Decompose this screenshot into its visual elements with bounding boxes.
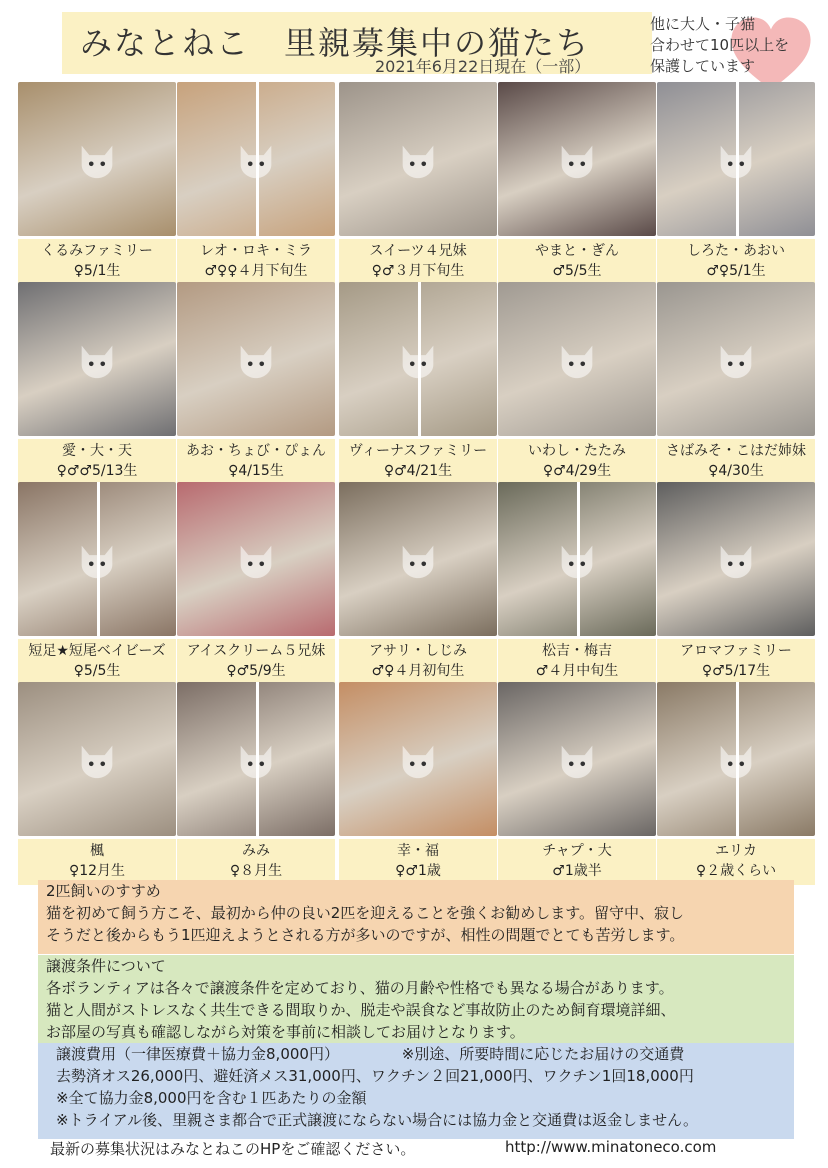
website-link[interactable]: http://www.minatoneco.com [505,1138,717,1156]
cat-name: 愛・大・天 [62,443,132,459]
cat-birth-info: ♀♂5/17生 [701,663,771,679]
cat-caption [498,239,656,285]
cat-icon [74,136,120,182]
cat-birth-info: ♀♂３月下旬生 [371,263,465,279]
cat-photo [177,282,335,436]
tips-box [38,880,794,954]
cat-birth-info: ♀5/5生 [73,663,121,679]
cat-caption [339,839,497,885]
cat-photo [498,82,656,236]
conditions-line: 猫と人間がストレスなく共生できる間取りか、脱走や誤食など事故防止のため飼育環境詳細、 [46,1001,676,1019]
cat-caption [177,639,335,685]
cat-birth-info: ♀２歳くらい [695,863,777,879]
cat-caption [498,439,656,485]
cat-name: エリカ [715,843,757,859]
cat-photo [177,682,335,836]
cat-icon [554,536,600,582]
cat-name: 松吉・梅吉 [542,643,612,659]
cat-name: やまと・ぎん [535,243,619,259]
cat-caption [18,639,176,685]
cat-caption [657,839,815,885]
cat-photo [18,482,176,636]
cat-photo [657,482,815,636]
cat-name: 幸・福 [397,843,439,859]
cat-name: いわし・たたみ [528,443,626,459]
cat-caption [18,439,176,485]
cat-icon [74,536,120,582]
cat-caption [177,439,335,485]
cat-birth-info: ♀８月生 [229,863,283,879]
cat-caption [177,239,335,285]
cat-caption [177,839,335,885]
cat-photo [498,282,656,436]
conditions-heading: 譲渡条件について [46,957,166,975]
cat-icon [713,536,759,582]
cat-icon [554,136,600,182]
cat-caption [657,639,815,685]
page-title: みなとねこ 里親募集中の猫たち [80,24,591,62]
conditions-line: 各ボランティアは各々で譲渡条件を定めており、猫の月齢や性格でも異なる場合があります。 [46,979,674,997]
cat-icon [233,336,279,382]
cat-birth-info: ♂４月中旬生 [535,663,619,679]
cat-caption [18,239,176,285]
cat-icon [395,536,441,582]
cat-photo [657,682,815,836]
fees-note: ※別途、所要時間に応じたお届けの交通費 [401,1045,685,1063]
cat-icon [554,736,600,782]
cat-birth-info: ♀5/1生 [73,263,121,279]
note-line: 合わせて10匹以上を [650,36,790,54]
cat-birth-info: ♀♂♂5/13生 [56,463,138,479]
cat-name: しろた・あおい [687,243,785,259]
fees-heading-row [38,1043,794,1065]
cat-photo [498,682,656,836]
cat-icon [74,336,120,382]
cat-name: レオ・ロキ・ミラ [200,243,312,259]
cat-birth-info: ♂♀４月初旬生 [371,663,465,679]
cat-icon [713,136,759,182]
cat-name: 短足★短尾ベイビーズ [28,643,166,659]
cat-photo [339,282,497,436]
tips-line: 猫を初めて飼う方こそ、最初から仲の良い2匹を迎えることを強くお勧めします。留守中、寂し [46,904,685,922]
cat-photo [177,82,335,236]
cat-caption [339,639,497,685]
cat-name: 楓 [90,843,104,859]
cat-name: チャプ・大 [542,843,612,859]
fees-heading: 譲渡費用（一律医療費＋協力金8,000円） [56,1045,339,1063]
protection-note [650,14,789,77]
cat-birth-info: ♀♂5/9生 [226,663,286,679]
cat-name: あお・ちょび・ぴょん [186,443,326,459]
cat-birth-info: ♀12月生 [68,863,126,879]
fees-line: ※トライアル後、里親さま都合で正式譲渡にならない場合には協力金と交通費は返金しません。 [56,1111,698,1129]
cat-icon [74,736,120,782]
cat-icon [554,336,600,382]
cat-icon [395,136,441,182]
cat-name: アサリ・しじみ [369,643,467,659]
cat-icon [395,336,441,382]
cat-birth-info: ♂1歳半 [552,863,602,879]
cat-photo [18,282,176,436]
cat-name: スイーツ４兄妹 [369,243,467,259]
cat-name: さばみそ・こはだ姉妹 [666,443,806,459]
date-label: 2021年6月22日現在（一部） [375,57,591,76]
cat-icon [233,736,279,782]
cat-photo [657,82,815,236]
cat-photo [498,482,656,636]
cat-caption [339,239,497,285]
fees-box [38,1043,794,1139]
cat-icon [233,136,279,182]
cat-photo [339,682,497,836]
cat-icon [713,736,759,782]
cat-photo [339,82,497,236]
cat-photo [18,682,176,836]
fees-line: 去勢済オス26,000円、避妊済メス31,000円、ワクチン２回21,000円、ワクチン1回18,000円 [56,1067,694,1085]
tips-line: そうだと後からもう1匹迎えようとされる方が多いのですが、相性の問題でとても苦労します。 [46,926,685,944]
cat-name: みみ [242,843,270,859]
cat-name: くるみファミリー [41,243,153,259]
cat-birth-info: ♂♀♀４月下旬生 [204,263,308,279]
cat-name: ヴィーナスファミリー [348,443,488,459]
cat-caption [498,839,656,885]
cat-name: アイスクリーム５兄妹 [186,643,326,659]
cat-birth-info: ♀4/30生 [708,463,764,479]
cat-birth-info: ♀♂4/29生 [542,463,612,479]
note-line: 他に大人・子猫 [650,15,756,33]
cat-birth-info: ♂5/5生 [552,263,602,279]
tips-heading: 2匹飼いのすすめ [46,882,161,900]
fees-line: ※全て協力金8,000円を含む１匹あたりの金額 [56,1089,367,1107]
cat-name: アロマファミリー [680,643,792,659]
cat-caption [657,439,815,485]
cat-birth-info: ♀4/15生 [228,463,284,479]
cat-icon [233,536,279,582]
cat-icon [395,736,441,782]
cat-photo [177,482,335,636]
cat-caption [498,639,656,685]
cat-icon [713,336,759,382]
cat-caption [18,839,176,885]
conditions-box [38,955,794,1043]
conditions-line: お部屋の写真も確認しながら対策を事前に相談してお届けとなります。 [46,1023,525,1041]
footer-text: 最新の募集状況はみなとねこのHPをご確認ください。 [50,1140,416,1158]
cat-birth-info: ♀♂4/21生 [383,463,453,479]
cat-photo [339,482,497,636]
cat-birth-info: ♂♀5/1生 [706,263,766,279]
cat-birth-info: ♀♂1歳 [395,863,441,879]
note-line: 保護しています [650,57,756,75]
cat-photo [18,82,176,236]
cat-caption [339,439,497,485]
cat-caption [657,239,815,285]
cat-photo [657,282,815,436]
